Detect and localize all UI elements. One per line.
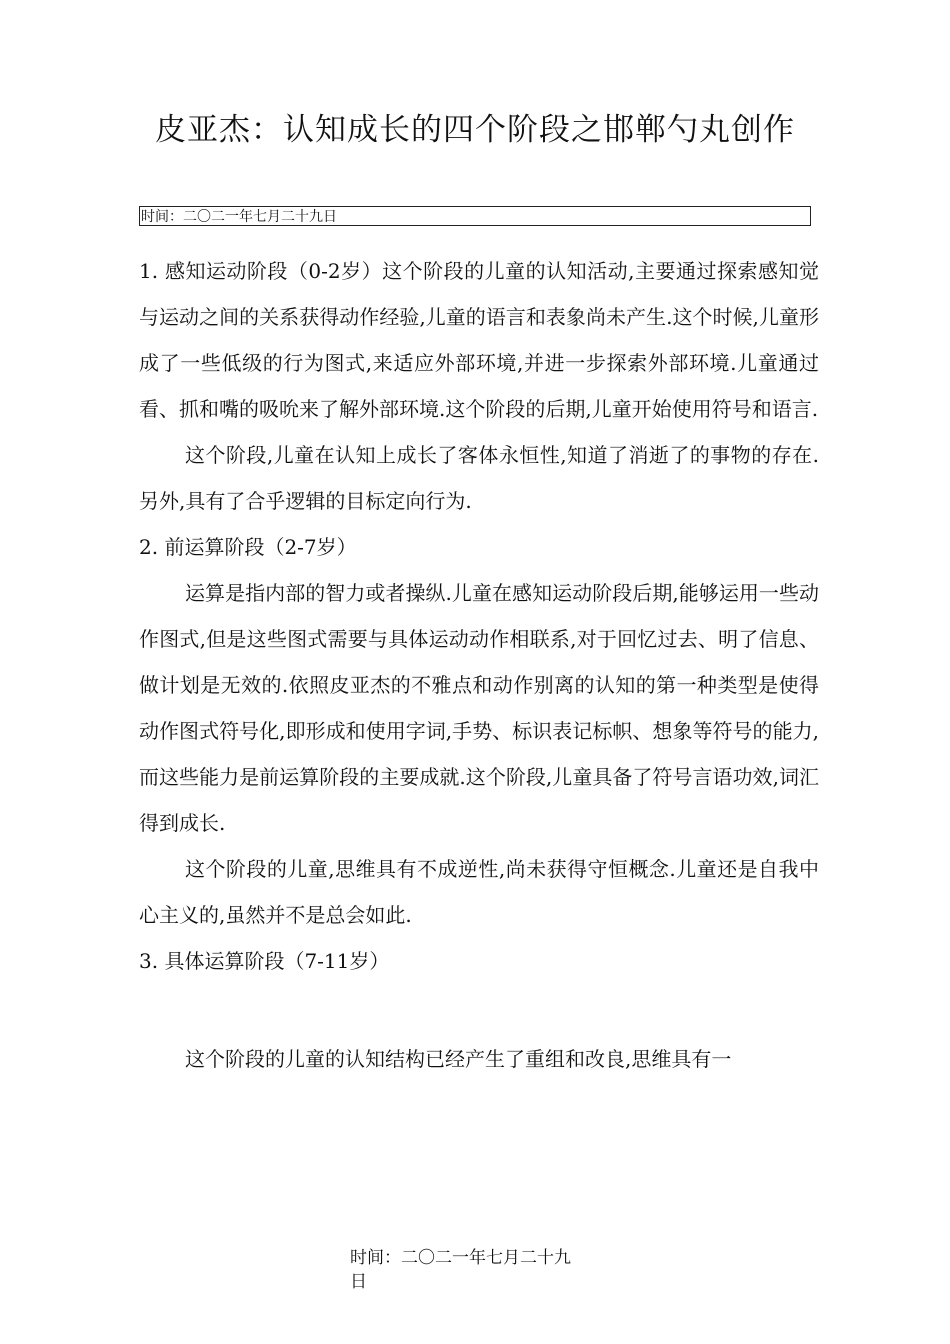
section-3-heading: 3. 具体运算阶段（7-11岁） [139, 949, 390, 973]
section-2-paragraph: 运算是指内部的智力或者操纵.儿童在感知运动阶段后期,能够运用一些动作图式,但是这些图式需要与具体运动动作相联系,对于回忆过去、明了信息、做计划是无效的.依照皮亚杰的不雅点和动作别离的认知的第一种类型是使得动作图式符号化,即形成和使用字词,手势、标识表记标帜、想象等符号的能力,而这些能力是前运算阶段的主要成就.这个阶段,儿童具备了符号言语功效,词汇得到成长. [139, 581, 819, 835]
spacer [139, 984, 819, 1036]
section-3-paragraph: 这个阶段的儿童的认知结构已经产生了重组和改良,思维具有一 [185, 1047, 732, 1071]
section-1-paragraph-2: 这个阶段,儿童在认知上成长了客体永恒性,知道了消逝了的事物的存在.另外,具有了合乎逻辑的目标定向行为. [139, 443, 819, 513]
document-body [139, 248, 819, 1082]
section-2-paragraph-2: 这个阶段的儿童,思维具有不成逆性,尚未获得守恒概念.儿童还是自我中心主义的,虽然并不是总会如此. [139, 857, 819, 927]
footer-time-line-1: 时间：二〇二一年七月二十九 [350, 1248, 571, 1268]
section-1-paragraph: 1. 感知运动阶段（0-2岁）这个阶段的儿童的认知活动,主要通过探索感知觉与运动之间的关系获得动作经验,儿童的语言和表象尚未产生.这个时候,儿童形成了一些低级的行为图式,来适应外部环境,并进一步探索外部环境.儿童通过看、抓和嘴的吸吮来了解外部环境.这个阶段的后期,儿童开始使用符号和语言. [139, 259, 819, 421]
page-footer [350, 1246, 610, 1294]
document-title: 皮亚杰：认知成长的四个阶段之邯郸勺丸创作 [155, 112, 795, 148]
footer-time-line-2: 日 [350, 1272, 367, 1292]
time-stamp-box: 时间：二〇二一年七月二十九日 [139, 206, 811, 226]
section-2-heading: 2. 前运算阶段（2-7岁） [139, 535, 357, 559]
